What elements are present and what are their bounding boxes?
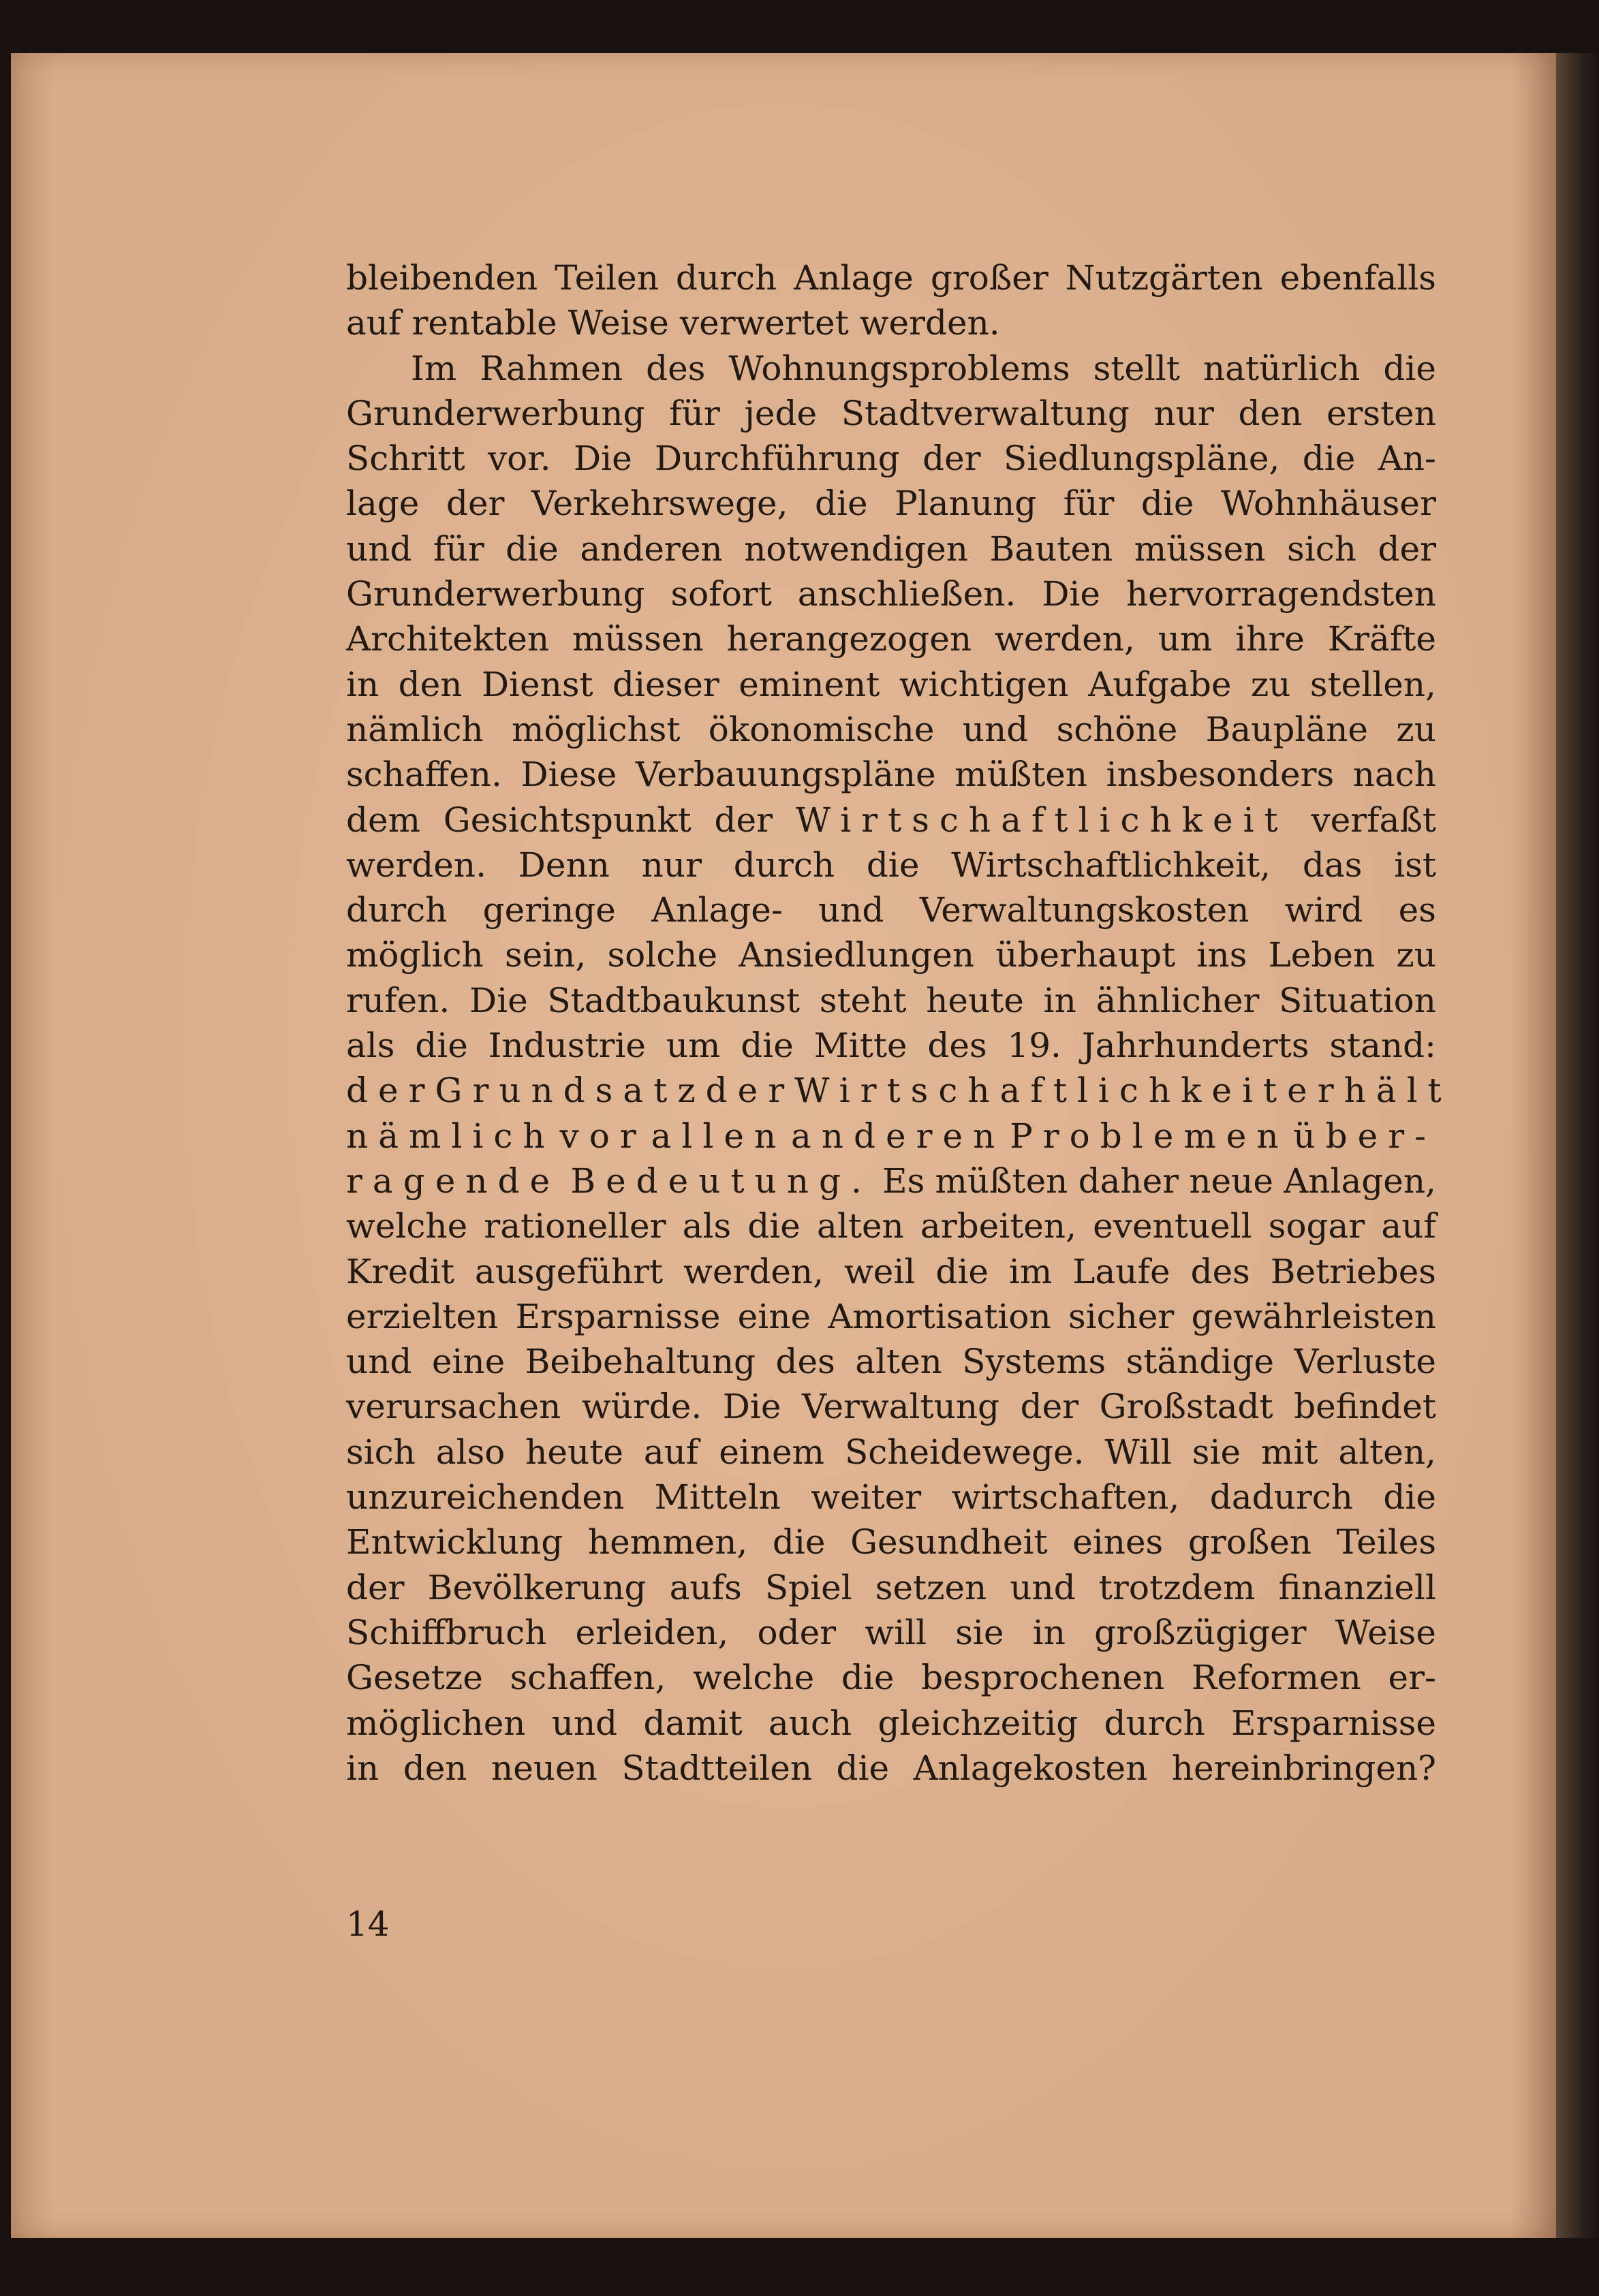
word: Die: [722, 1387, 781, 1427]
text-line: [346, 1520, 1436, 1564]
word: nur: [641, 845, 702, 885]
word: stellt: [1093, 348, 1180, 388]
word: der: [705, 1071, 795, 1111]
word: müssen: [572, 619, 704, 659]
word: Situation: [1279, 980, 1436, 1020]
word: Bauten: [989, 529, 1113, 569]
word: Schritt: [346, 439, 465, 479]
word: als: [682, 1206, 732, 1246]
word: durch: [346, 890, 448, 930]
word: steht: [819, 980, 907, 1020]
word: erhält: [1287, 1071, 1452, 1111]
word: Mitteln: [654, 1477, 781, 1517]
word: Rahmen: [480, 348, 623, 388]
word: die: [841, 1658, 895, 1698]
word: müßten: [935, 1161, 1068, 1201]
word: Mitte: [813, 1026, 907, 1066]
word: des: [775, 1342, 835, 1382]
word: Jahrhunderts: [1081, 1026, 1309, 1066]
word: rationeller: [484, 1206, 666, 1246]
word: notwendigen: [744, 529, 968, 569]
word: Aufgabe: [1088, 664, 1232, 704]
word: will: [865, 1612, 927, 1652]
word: Anlagekosten: [913, 1748, 1148, 1788]
word: durch: [675, 258, 777, 298]
word: heute: [926, 980, 1024, 1020]
word: welche: [346, 1206, 468, 1246]
text-line: [346, 932, 1436, 977]
word: der: [714, 800, 773, 840]
word: Großstadt: [1099, 1387, 1273, 1427]
word: Verbauungspläne: [635, 755, 936, 795]
word: Spiel: [764, 1567, 852, 1607]
word: Siedlungspläne,: [1003, 439, 1280, 479]
word: die: [506, 529, 559, 569]
word: den: [398, 664, 463, 704]
word: Kredit: [346, 1251, 454, 1291]
text-line: [346, 346, 1436, 391]
word: ragende: [346, 1161, 561, 1201]
word: Durchführung: [655, 439, 900, 479]
word: Verluste: [1294, 1342, 1436, 1382]
word: der: [346, 1567, 405, 1607]
word: auf: [1381, 1206, 1436, 1246]
text-line: [346, 1023, 1436, 1068]
word: Denn: [518, 845, 610, 885]
word: Laufe: [1072, 1251, 1170, 1291]
word: großer: [930, 258, 1049, 298]
word: Bedeutung.: [570, 1161, 872, 1201]
word: Diese: [521, 755, 617, 795]
word: anderen: [790, 1116, 1006, 1156]
page-number: 14: [346, 1904, 390, 1944]
word: überhaupt: [995, 935, 1176, 975]
word: vor.: [487, 439, 551, 479]
word: ausgeführt: [474, 1251, 664, 1291]
word: als: [346, 1026, 395, 1066]
word: Nutzgärten: [1065, 258, 1263, 298]
text-line: [346, 1655, 1436, 1700]
word: Wirtschaftlichkeit,: [951, 845, 1271, 885]
word: alten: [817, 1206, 904, 1246]
word: der: [346, 1071, 435, 1111]
word: Stadtbaukunst: [547, 980, 801, 1020]
text-line: [346, 843, 1436, 887]
word: müssen: [1134, 529, 1266, 569]
word: die: [935, 1251, 989, 1291]
word: müßten: [954, 755, 1088, 795]
text-line: [346, 1565, 1436, 1610]
word: einem: [719, 1432, 825, 1472]
word: Ersparnisse: [515, 1296, 721, 1336]
word: Grundsatz: [435, 1071, 706, 1111]
word: alten: [855, 1342, 942, 1382]
word: Wirtschaftlichkeit: [794, 1071, 1288, 1111]
word: schöne: [1056, 709, 1178, 749]
word: möglichen: [346, 1703, 526, 1743]
text-line: [346, 481, 1436, 526]
word: Dienst: [481, 664, 593, 704]
text-line: [346, 300, 1436, 345]
word: Entwicklung: [346, 1522, 563, 1562]
word: die: [836, 1748, 890, 1788]
word: Will: [1104, 1432, 1172, 1472]
word: großen: [1187, 1522, 1312, 1562]
word: erzielten: [346, 1296, 499, 1336]
word: es: [1398, 890, 1436, 930]
word: und: [346, 529, 412, 569]
word: wird: [1284, 890, 1363, 930]
text-line: [346, 526, 1436, 571]
word: zu: [1250, 664, 1291, 704]
word: das: [1302, 845, 1363, 885]
word: schaffen,: [510, 1658, 666, 1698]
word: Systems: [962, 1342, 1106, 1382]
word: Beibehaltung: [525, 1342, 756, 1382]
word: lage: [346, 484, 420, 524]
word: der: [922, 439, 981, 479]
word: und: [962, 709, 1029, 749]
text-line: [346, 436, 1436, 481]
word: die: [815, 484, 868, 524]
word: eminent: [739, 664, 880, 704]
word: sein,: [504, 935, 587, 975]
word: also: [435, 1432, 506, 1472]
word: eines: [1072, 1522, 1164, 1562]
word: in: [1032, 1612, 1066, 1652]
word: um: [666, 1026, 721, 1066]
text-line: [346, 1384, 1436, 1429]
word: Anlagen,: [1284, 1161, 1436, 1201]
word: die: [1302, 439, 1356, 479]
word: Planung: [895, 484, 1037, 524]
word: durch: [733, 845, 835, 885]
word: werden.: [859, 303, 1000, 343]
word: sogar: [1268, 1206, 1365, 1246]
text-line: [346, 571, 1436, 616]
word: ins: [1196, 935, 1247, 975]
word: alten,: [1338, 1432, 1436, 1472]
word: Stadtteilen: [621, 1748, 813, 1788]
word: trotzdem: [1098, 1567, 1256, 1607]
word: Schiffbruch: [346, 1612, 547, 1652]
text-line: [346, 707, 1436, 752]
word: mit: [1260, 1432, 1318, 1472]
text-line: [346, 1114, 1436, 1159]
word: jede: [744, 393, 818, 433]
word: Ersparnisse: [1231, 1703, 1436, 1743]
word: werden,: [994, 619, 1135, 659]
word: den: [1238, 393, 1303, 433]
word: großzügiger: [1094, 1612, 1307, 1652]
word: der: [1378, 529, 1436, 569]
word: dadurch: [1209, 1477, 1353, 1517]
word: und: [551, 1703, 618, 1743]
word: die: [866, 845, 920, 885]
word: Weise: [1335, 1612, 1436, 1652]
word: Die: [469, 980, 528, 1020]
word: wichtigen: [899, 664, 1069, 704]
word: auch: [769, 1703, 852, 1743]
word: 19.: [1007, 1026, 1061, 1066]
word: anderen: [580, 529, 723, 569]
text-line: [346, 1068, 1452, 1113]
word: herangezogen: [726, 619, 972, 659]
word: werden,: [683, 1251, 824, 1291]
word: Baupläne: [1205, 709, 1369, 749]
word: die: [1383, 1477, 1436, 1517]
text-line: [346, 255, 1436, 300]
word: dieser: [612, 664, 719, 704]
word: eine: [737, 1296, 811, 1336]
word: anschließen.: [797, 574, 1016, 614]
word: Im: [411, 348, 457, 388]
word: Kräfte: [1327, 619, 1436, 659]
text-line: [346, 1746, 1436, 1791]
word: Wohnungsproblems: [728, 348, 1070, 388]
word: Leben: [1268, 935, 1376, 975]
word: möglich: [346, 935, 484, 975]
word: und: [1010, 1567, 1076, 1607]
word: ebenfalls: [1279, 258, 1436, 298]
word: Verwaltung: [801, 1387, 1000, 1427]
word: Bevölkerung: [427, 1567, 647, 1607]
word: ersten: [1326, 393, 1436, 433]
text-line: [346, 1249, 1436, 1294]
word: nämlich: [346, 1116, 555, 1156]
word: Problemen: [1010, 1116, 1289, 1156]
word: hemmen,: [587, 1522, 748, 1562]
word: zu: [1396, 935, 1436, 975]
word: hereinbringen?: [1171, 1748, 1436, 1788]
word: Betriebes: [1270, 1251, 1436, 1291]
word: zu: [1396, 709, 1436, 749]
word: erleiden,: [575, 1612, 729, 1652]
word: Weise: [568, 303, 669, 343]
word: insbesonders: [1106, 755, 1335, 795]
word: welche: [693, 1658, 815, 1698]
word: für: [1063, 484, 1115, 524]
word: Anlage: [794, 258, 914, 298]
word: die: [1383, 348, 1436, 388]
word: stand:: [1329, 1026, 1436, 1066]
word: und: [346, 1342, 412, 1382]
word: rentable: [412, 303, 557, 343]
word: stellen,: [1309, 664, 1436, 704]
word: aufs: [669, 1567, 742, 1607]
word: finanziell: [1278, 1567, 1436, 1607]
word: sich: [1287, 529, 1356, 569]
word: weiter: [811, 1477, 922, 1517]
word: auf: [346, 303, 401, 343]
word: verursachen: [346, 1387, 561, 1427]
word: nämlich: [346, 709, 484, 749]
word: Teiles: [1336, 1522, 1436, 1562]
word: natürlich: [1202, 348, 1361, 388]
text-line: [346, 391, 1436, 436]
word: oder: [757, 1612, 837, 1652]
word: durch: [1104, 1703, 1205, 1743]
word: er-: [1388, 1658, 1436, 1698]
word: damit: [643, 1703, 743, 1743]
word: für: [433, 529, 484, 569]
word: ökonomische: [708, 709, 935, 749]
word: unzureichenden: [346, 1477, 625, 1517]
text-line: [346, 1294, 1436, 1339]
word: gewährleisten: [1191, 1296, 1436, 1336]
word: der: [446, 484, 505, 524]
word: die: [415, 1026, 468, 1066]
text-line: [346, 662, 1436, 707]
word: hervorragendsten: [1125, 574, 1436, 614]
word: solche: [607, 935, 718, 975]
word: werden.: [346, 845, 486, 885]
text-line: [346, 887, 1436, 932]
word: sie: [1192, 1432, 1241, 1472]
word: für: [669, 393, 720, 433]
word: die: [747, 1206, 801, 1246]
word: neuen: [491, 1748, 597, 1788]
word: ist: [1394, 845, 1436, 885]
text-line: [346, 616, 1436, 661]
word: allen: [651, 1116, 787, 1156]
word: über-: [1293, 1116, 1436, 1156]
text-line: [346, 1159, 1436, 1204]
word: besprochenen: [921, 1658, 1165, 1698]
word: Verwaltungskosten: [919, 890, 1249, 930]
word: Architekten: [346, 619, 550, 659]
word: bleibenden: [346, 258, 538, 298]
word: Gesichtspunkt: [443, 800, 692, 840]
word: geringe: [482, 890, 616, 930]
word: nach: [1352, 755, 1436, 795]
word: möglichst: [511, 709, 681, 749]
word: heute: [525, 1432, 623, 1472]
word: neue: [1189, 1161, 1273, 1201]
word: ähnlicher: [1096, 980, 1260, 1020]
word: Wohnhäuser: [1221, 484, 1436, 524]
text-line: [346, 752, 1436, 797]
word: schaffen.: [346, 755, 502, 795]
word: Teilen: [555, 258, 659, 298]
word: verfaßt: [1311, 800, 1436, 840]
word: die: [772, 1522, 826, 1562]
word: wirtschaften,: [951, 1477, 1180, 1517]
text-line: [346, 1701, 1436, 1746]
word: arbeiten,: [920, 1206, 1076, 1246]
word: Scheidewege.: [844, 1432, 1085, 1472]
word: Amortisation: [828, 1296, 1051, 1336]
text-line: [346, 1204, 1436, 1248]
text-line: [346, 798, 1436, 843]
word: Gesetze: [346, 1658, 483, 1698]
word: Die: [1042, 574, 1100, 614]
body-text: [346, 255, 1452, 1791]
word: sicher: [1068, 1296, 1175, 1336]
word: Reformen: [1191, 1658, 1361, 1698]
word: An-: [1378, 439, 1436, 479]
word: sie: [955, 1612, 1004, 1652]
word: ihre: [1235, 619, 1305, 659]
word: Verkehrswege,: [531, 484, 788, 524]
word: ständige: [1125, 1342, 1274, 1382]
word: auf: [643, 1432, 699, 1472]
word: sofort: [670, 574, 772, 614]
text-line: [346, 1475, 1436, 1520]
word: sich: [346, 1432, 416, 1472]
word: Stadtverwaltung: [841, 393, 1130, 433]
word: befindet: [1294, 1387, 1436, 1427]
word: Es: [882, 1161, 925, 1201]
word: der: [1020, 1387, 1079, 1427]
word: in: [1043, 980, 1076, 1020]
word: Wirtschaftlichkeit: [795, 800, 1288, 840]
word: des: [927, 1026, 987, 1066]
text-line: [346, 1339, 1436, 1384]
word: nur: [1153, 393, 1214, 433]
word: in: [346, 1748, 379, 1788]
word: den: [403, 1748, 467, 1788]
word: weil: [844, 1251, 916, 1291]
word: Grunderwerbung: [346, 574, 645, 614]
word: in: [346, 664, 379, 704]
word: eventuell: [1093, 1206, 1252, 1246]
word: des: [646, 348, 706, 388]
word: im: [1008, 1251, 1053, 1291]
word: vor: [559, 1116, 647, 1156]
text-line: [346, 978, 1436, 1023]
word: um: [1158, 619, 1213, 659]
word: verwertet: [679, 303, 849, 343]
word: und: [818, 890, 884, 930]
text-line: [346, 1430, 1436, 1475]
word: rufen.: [346, 980, 450, 1020]
word: Industrie: [488, 1026, 647, 1066]
word: gleichzeitig: [878, 1703, 1078, 1743]
word: Ansiedlungen: [739, 935, 975, 975]
word: Anlage-: [651, 890, 783, 930]
word: des: [1190, 1251, 1250, 1291]
word: eine: [431, 1342, 506, 1382]
word: Grunderwerbung: [346, 393, 645, 433]
word: die: [1140, 484, 1194, 524]
word: dem: [346, 800, 421, 840]
page-edge-shadow: [1556, 53, 1599, 2238]
text-line: [346, 1610, 1436, 1655]
word: Die: [573, 439, 632, 479]
word: setzen: [875, 1567, 987, 1607]
word: würde.: [581, 1387, 702, 1427]
word: die: [741, 1026, 794, 1066]
word: daher: [1078, 1161, 1179, 1201]
word: Gesundheit: [850, 1522, 1048, 1562]
